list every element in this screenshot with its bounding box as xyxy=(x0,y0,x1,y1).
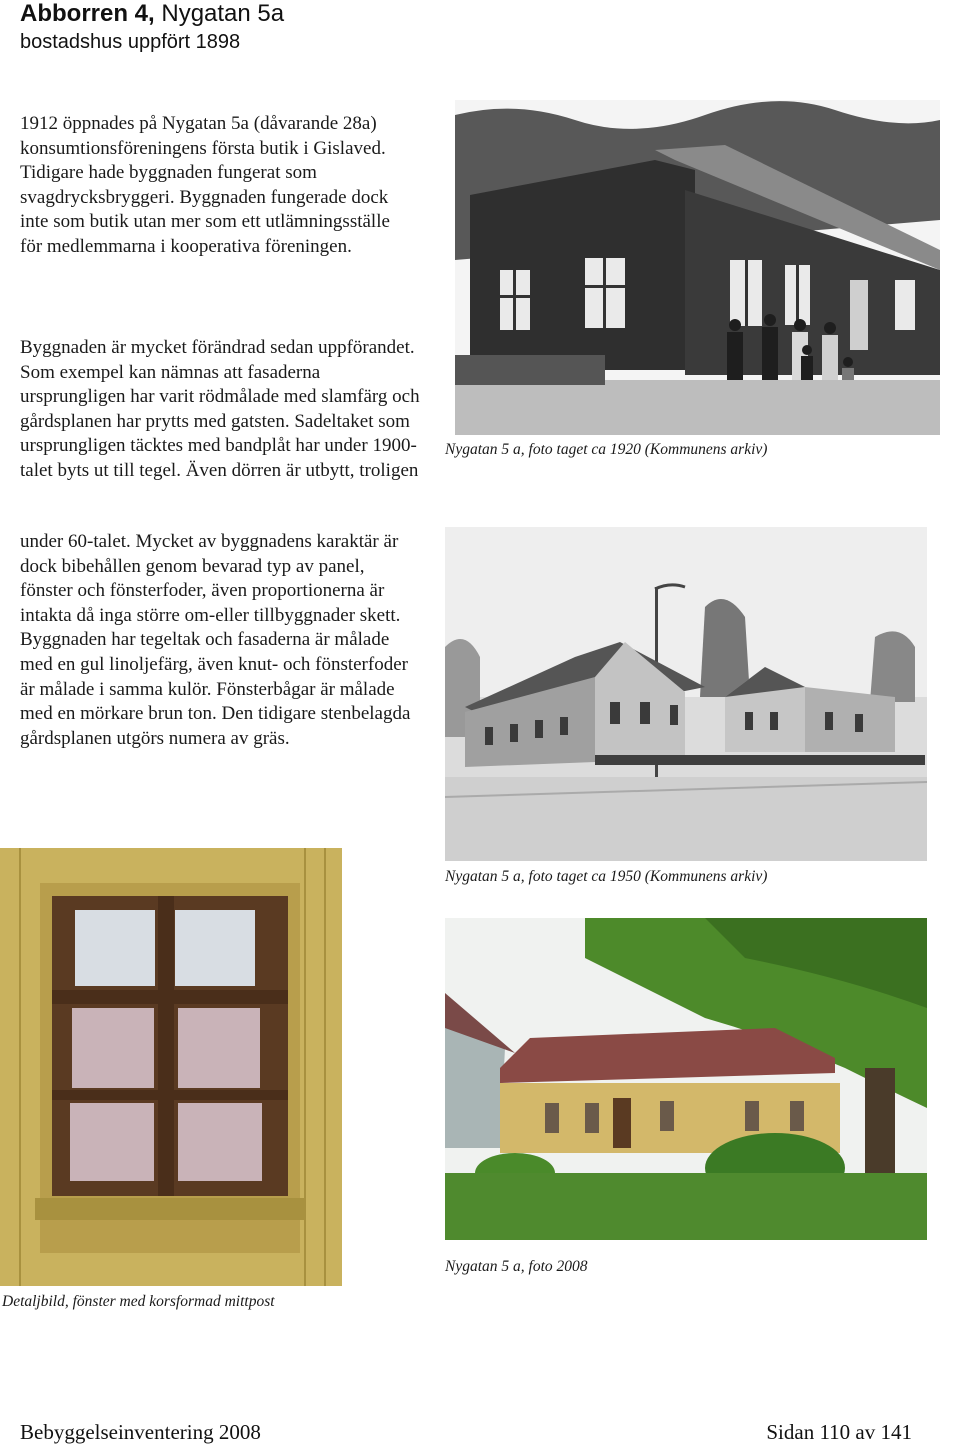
title-bold: Abborren 4, xyxy=(20,0,155,27)
paragraph-changes: Byggnaden är mycket förändrad sedan uppförandet. Som exempel kan nämnas att fasaderna ursprungligen har varit rödmålade med slamfärg och gårdsplanen har prytts med gatsten. Sadeltaket som ursprungligen täcktes med bandplåt har under 1900-talet byts ut till tegel. Även dörren är utbytt, troligen xyxy=(20,337,420,481)
title-address: Nygatan 5a xyxy=(154,0,285,27)
photo-1920 xyxy=(455,100,940,435)
footer-page-number: Sidan 110 av 141 xyxy=(766,1420,912,1444)
paragraph-history: 1912 öppnades på Nygatan 5a (dåvarande 28a) konsumtionsföreningens första butik i Gislaved. Tidigare hade byggnaden fungerat som svagdrycksbryggeri. Byggnaden fungerade dock inte som butik utan mer som ett utlämningsställe för medlemmarna i kooperativa föreningen. xyxy=(20,113,390,257)
paragraph-character: under 60-talet. Mycket av byggnadens karaktär är dock bibehållen genom bevarad typ av panel, fönster och fönsterfoder, även proportionerna är intakta då inga större om-eller tillbyggnader skett. Byggnaden har tegeltak och fasaderna är målade med en gul linoljefärg, även knut- och fönsterfoder är målade i samma kulör. Fönsterbågar är målade med en mörkare brun ton. Den tidigare stenbelagda gårdsplanen utgörs numera av gräs. xyxy=(20,531,411,749)
page-title xyxy=(20,0,284,28)
page-subtitle: bostadshus uppfört 1898 xyxy=(20,31,241,53)
photo-window-detail xyxy=(0,848,342,1286)
caption-photo-1920: Nygatan 5 a, foto taget ca 1920 (Kommunens arkiv) xyxy=(445,441,768,458)
caption-photo-2008: Nygatan 5 a, foto 2008 xyxy=(445,1258,588,1275)
caption-photo-1950: Nygatan 5 a, foto taget ca 1950 (Kommunens arkiv) xyxy=(445,868,768,885)
photo-2008 xyxy=(445,918,927,1240)
photo-1950 xyxy=(445,527,927,861)
caption-photo-window: Detaljbild, fönster med korsformad mittpost xyxy=(2,1293,275,1310)
footer-inventory: Bebyggelseinventering 2008 xyxy=(20,1420,261,1444)
